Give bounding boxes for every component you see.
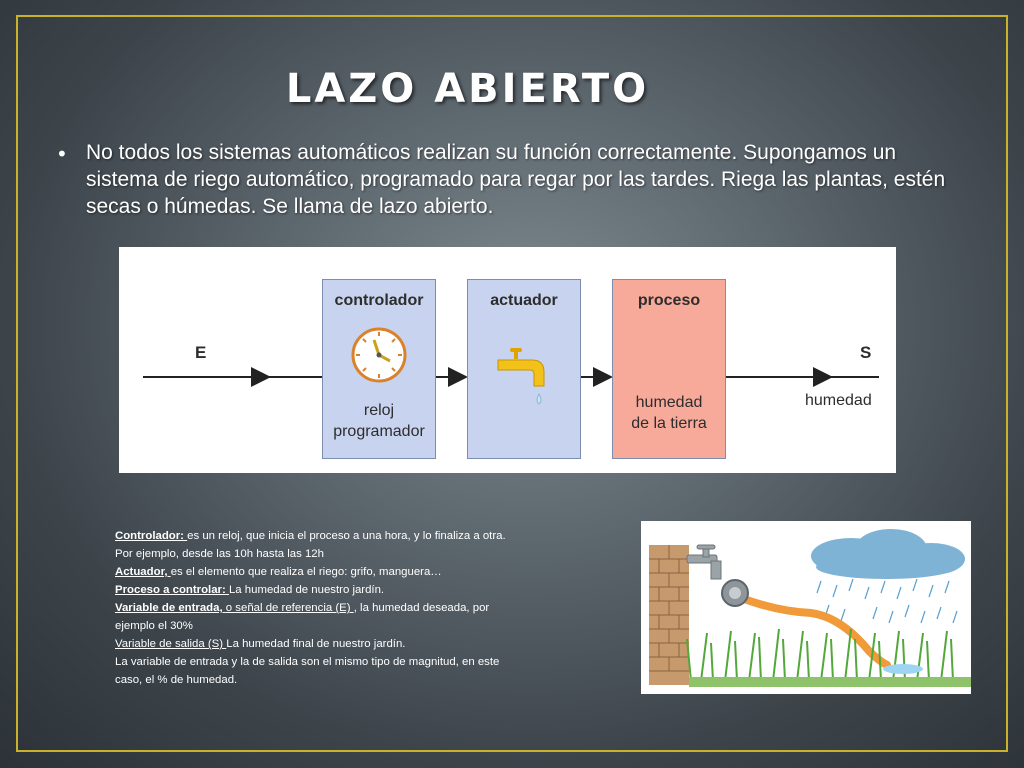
faucet-icon — [496, 346, 556, 416]
note-salida-term: Variable de salida (S) — [115, 638, 227, 650]
rain-icon — [817, 579, 957, 623]
note-proceso-term: Proceso a controlar: — [115, 584, 229, 596]
input-label: E — [195, 343, 207, 362]
note-entrada-text: , la humedad deseada, por — [353, 602, 490, 614]
note-magnitud-1: La variable de entrada y la de salida son el mismo tipo de magnitud, en este — [115, 656, 500, 668]
note-salida-text: La humedad final de nuestro jardín. — [226, 638, 406, 650]
controlador-title: controlador — [334, 292, 424, 309]
note-magnitud-2: caso, el % de humedad. — [115, 674, 238, 686]
proceso-block — [612, 279, 726, 459]
clock-icon — [350, 326, 408, 384]
cloud-icon — [811, 529, 965, 579]
controlador-sub1: reloj — [363, 402, 395, 419]
controlador-sub2: programador — [333, 423, 425, 440]
proceso-sub1: humedad — [635, 394, 703, 411]
tap-icon — [687, 545, 721, 579]
note-actuador-text: es el elemento que realiza el riego: grifo, manguera… — [170, 566, 442, 578]
proceso-sub2: de la tierra — [631, 415, 707, 432]
note-entrada-example: ejemplo el 30% — [115, 620, 193, 632]
block-diagram — [119, 247, 896, 473]
note-actuador-term: Actuador, — [115, 566, 171, 578]
notes-block — [115, 527, 615, 689]
actuador-block — [467, 279, 581, 459]
output-desc: humedad — [805, 392, 872, 409]
note-proceso-text: La humedad de nuestro jardín. — [228, 584, 385, 596]
note-controlador-term: Controlador: — [115, 530, 188, 542]
slide-title: LAZO ABIERTO — [285, 66, 650, 112]
irrigation-illustration — [641, 521, 971, 694]
actuador-title: actuador — [490, 292, 558, 309]
proceso-title: proceso — [637, 292, 701, 309]
note-controlador-text: es un reloj, que inicia el proceso a una hora, y lo finaliza a otra. — [187, 530, 506, 542]
note-entrada-ref: o señal de referencia (E) — [225, 602, 354, 614]
water-puddle — [883, 664, 923, 674]
controlador-block — [322, 279, 436, 459]
note-entrada-term: Variable de entrada, — [115, 602, 226, 614]
output-label: S — [860, 343, 872, 362]
bullet-icon: • — [56, 142, 68, 166]
irrigation-image — [641, 521, 971, 694]
bullet-text: No todos los sistemas automáticos realizan su función correctamente. Supongamos un sistema de riego automático, programado para regar por las tardes. Riega las plantas, estén secas o húmedas. Se llama de lazo abierto. — [86, 141, 946, 218]
note-example: Por ejemplo, desde las 10h hasta las 12h — [115, 548, 324, 560]
